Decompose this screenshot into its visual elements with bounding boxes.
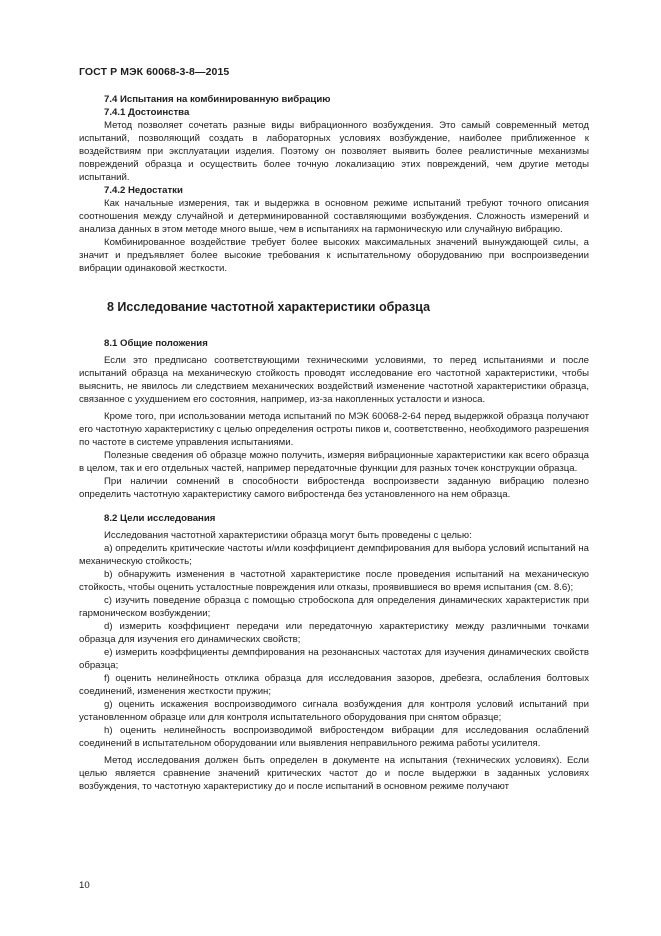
paragraph: Кроме того, при использовании метода испытаний по МЭК 60068-2-64 перед выдержкой образца получают его частотную характеристику с целью определения остроты пиков и, соответственно, необходимого разрешения по частоте в системе управления испытаниями. — [79, 411, 589, 448]
heading-7-4-2: 7.4.2 Недостатки — [104, 185, 183, 196]
heading-8: 8 Исследование частотной характеристики образца — [107, 300, 431, 314]
paragraph: Метод исследования должен быть определен в документе на испытания (технических условиях). Если целью является сравнение значений критических частот до и после выдержки в заданных условиях возбуждения, то частотную характеристику до и после испытаний в основном режиме получают — [79, 755, 589, 792]
heading-8-2: 8.2 Цели исследования — [104, 513, 216, 524]
paragraph: Метод позволяет сочетать разные виды вибрационного возбуждения. Это самый современный метод испытаний, позволяющий создать в лабораторных условиях возбуждение, наиболее приближенное к воздействиям при эксплуатации изделия. Поэтому он позволяет выявить более реалистичные механизмы повреждений образца и осуществить более точную локализацию этих повреждений, чем другие методы испытаний. — [79, 120, 589, 183]
page-number: 10 — [79, 880, 90, 891]
list-item-h: h) оценить нелинейность воспроизводимой вибростендом вибрации для исследования ослаблений соединений в испытательном оборудовании или выявления неправильного режима работы усилителя. — [79, 725, 589, 749]
list-item-a: а) определить критические частоты и/или коэффициент демпфирования для выбора условий испытаний на механическую стойкость; — [79, 543, 589, 567]
heading-7-4-1: 7.4.1 Достоинства — [104, 107, 190, 118]
paragraph: При наличии сомнений в способности вибростенда воспроизвести заданную вибрацию полезно определить частотную характеристику самого вибростенда без установленного на нем образца. — [79, 476, 589, 500]
heading-7-4: 7.4 Испытания на комбинированную вибрацию — [104, 94, 331, 105]
body-text — [79, 93, 589, 793]
paragraph: Исследования частотной характеристики образца могут быть проведены с целью: — [104, 530, 472, 541]
list-item-f: f) оценить нелинейность отклика образца для исследования зазоров, дребезга, ослабления болтовых соединений, изменения жесткости пружин; — [79, 673, 589, 697]
list-item-b: b) обнаружить изменения в частотной характеристике после проведения испытаний на механическую стойкость, чтобы оценить усталостные повреждения или отказы, проявившиеся во время испытания (см. 8.6); — [79, 569, 589, 593]
list-item-g: g) оценить искажения воспроизводимого сигнала возбуждения для контроля условий испытаний при установленном образце или для контроля испытательного оборудования при снятом образце; — [79, 699, 589, 723]
list-item-d: d) измерить коэффициент передачи или передаточную характеристику между различными точками образца для изучения его динамических свойств; — [79, 621, 589, 645]
paragraph: Как начальные измерения, так и выдержка в основном режиме испытаний требуют точного описания соотношения между случайной и детерминированной составляющими возбуждения. Сложность измерений и анализа данных в этом методе много выше, чем в испытаниях на гармоническую или случайную вибрацию. — [79, 198, 589, 235]
running-header: ГОСТ Р МЭК 60068-3-8—2015 — [79, 66, 230, 78]
paragraph: Комбинированное воздействие требует более высоких максимальных значений вынуждающей силы, а значит и предъявляет более высокие требования к испытательному оборудованию при воспроизведении вибрации одинаковой жесткости. — [79, 237, 589, 274]
paragraph: Если это предписано соответствующими техническими условиями, то перед испытаниями и после испытаний образца на механическую стойкость проводят исследование его частотной характеристики, чтобы выяснить, не явилось ли следствием механических воздействий изменение частотной характеристики образца, связанное с ухудшением его состояния, например, из-за накопленных усталости и износа. — [79, 355, 589, 405]
list-item-e: e) измерить коэффициенты демпфирования на резонансных частотах для изучения динамических свойств образца; — [79, 647, 589, 671]
paragraph: Полезные сведения об образце можно получить, измеряя вибрационные характеристики как всего образца в целом, так и его отдельных частей, например передаточные функции для разных точек конструкции образца. — [79, 450, 589, 474]
heading-8-1: 8.1 Общие положения — [104, 338, 208, 349]
list-item-c: c) изучить поведение образца с помощью стробоскопа для определения динамических характеристик при гармоническом возбуждении; — [79, 595, 589, 619]
